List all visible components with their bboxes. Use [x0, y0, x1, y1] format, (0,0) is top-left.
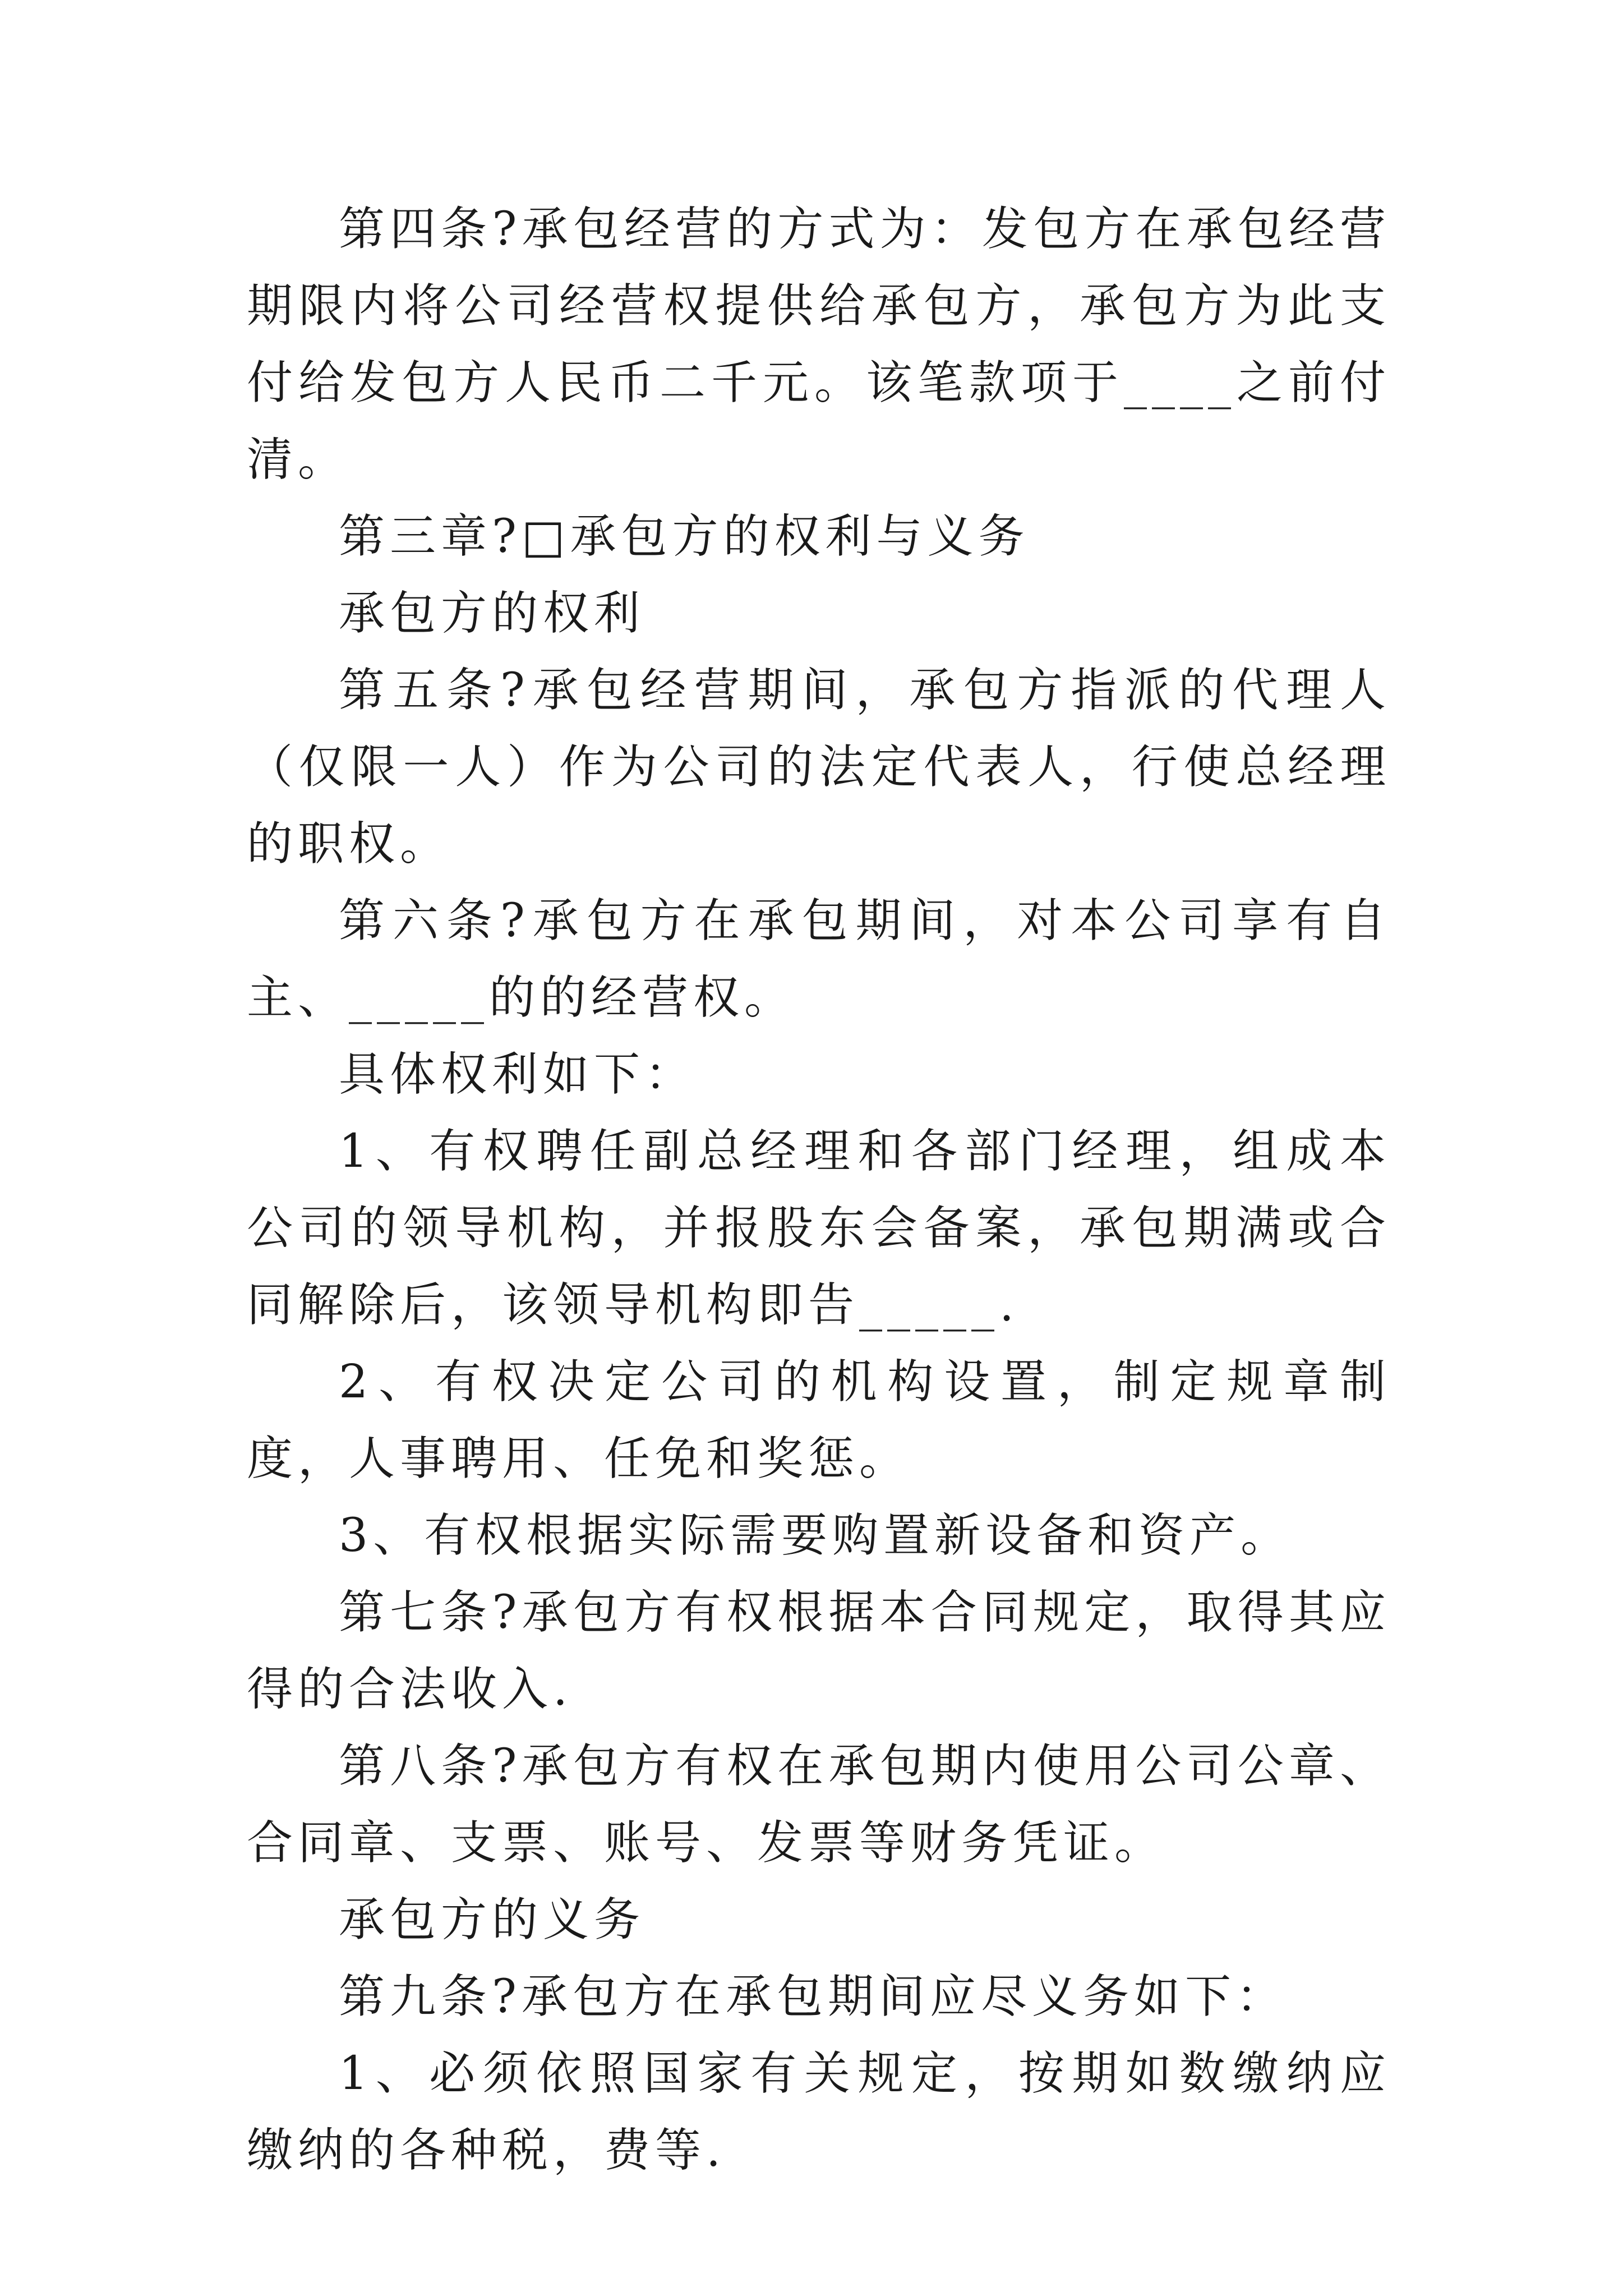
article-4-paragraph: 第四条?承包经营的方式为：发包方在承包经营期限内将公司经营权提供给承包方，承包方为此支付给发包方人民币二千元。该笔款项于____之前付清。	[247, 203, 1391, 486]
article-9-paragraph: 第九条?承包方在承包期间应尽义务如下：	[339, 1970, 1287, 2023]
article-6-paragraph: 第六条?承包方在承包期间，对本公司享有自主、_____的的经营权。	[247, 894, 1391, 1024]
chapter-3-heading: 第三章?□承包方的权利与义务	[339, 510, 1030, 563]
rights-item-2: 2、有权决定公司的机构设置，制定规章制度，人事聘用、任免和奖惩。	[247, 1355, 1391, 1485]
rights-item-3: 3、有权根据实际需要购置新设备和资产。	[339, 1509, 1292, 1562]
contractor-duties-heading: 承包方的义务	[339, 1893, 645, 1947]
rights-list-intro: 具体权利如下：	[339, 1048, 697, 1101]
article-7-paragraph: 第七条?承包方有权根据本合同规定，取得其应得的合法收入.	[247, 1586, 1391, 1716]
duties-item-1: 1、必须依照国家有关规定，按期如数缴纳应缴纳的各种税，费等.	[247, 2047, 1391, 2177]
contractor-rights-heading: 承包方的权利	[339, 587, 645, 640]
rights-item-1: 1、有权聘任副总经理和各部门经理，组成本公司的领导机构，并报股东会备案，承包期满或合同解除后，该领导机构即告_____.	[247, 1125, 1391, 1332]
article-5-paragraph: 第五条?承包经营期间，承包方指派的代理人（仅限一人）作为公司的法定代表人，行使总经理的职权。	[247, 664, 1391, 871]
article-8-paragraph: 第八条?承包方有权在承包期内使用公司公章、合同章、支票、账号、发票等财务凭证。	[247, 1740, 1391, 1870]
document-body	[247, 191, 1391, 2189]
